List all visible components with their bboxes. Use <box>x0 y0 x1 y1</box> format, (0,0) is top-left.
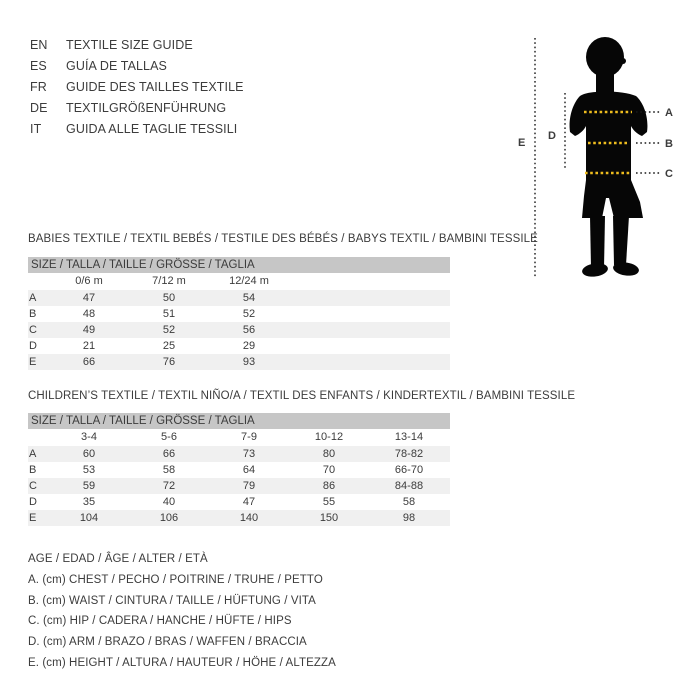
cell: 80 <box>322 448 336 460</box>
cell: 35 <box>82 496 96 508</box>
cell: 58 <box>162 464 176 476</box>
marker-label-d: D <box>548 130 556 142</box>
cell: 49 <box>82 324 96 336</box>
cell: 25 <box>162 340 176 352</box>
row-label: B <box>29 464 37 476</box>
column-header: 5-6 <box>161 431 177 443</box>
row-label: C <box>29 324 37 336</box>
header-spacer <box>28 429 49 446</box>
cell: 66 <box>162 448 176 460</box>
marker-label-e: E <box>518 137 526 149</box>
header-spacer <box>28 273 49 290</box>
column-header: 0/6 m <box>75 275 103 287</box>
silhouette-shorts <box>582 180 643 218</box>
cell: 47 <box>82 292 96 304</box>
language-code: FR <box>30 79 47 94</box>
babies-section-title: BABIES TEXTILE / TEXTIL BEBÉS / TESTILE DES BÉBÉS / BABYS TEXTIL / BAMBINI TESSILE <box>28 233 538 245</box>
cell: 60 <box>82 448 96 460</box>
legend-age-line: AGE / EDAD / ÂGE / ALTER / ETÀ <box>28 553 208 565</box>
cell: 78-82 <box>394 448 424 460</box>
language-row-fr <box>30 76 244 97</box>
cell: 79 <box>242 480 256 492</box>
cell: 54 <box>242 292 256 304</box>
legend-arm-line: D. (cm) ARM / BRAZO / BRAS / WAFFEN / BRACCIA <box>28 636 307 649</box>
silhouette-shirt <box>570 92 648 181</box>
language-row-en <box>30 34 244 55</box>
row-label: B <box>29 308 37 320</box>
cell: 56 <box>242 324 256 336</box>
silhouette-ear <box>620 58 626 64</box>
language-code: EN <box>30 37 48 52</box>
cell: 51 <box>162 308 176 320</box>
language-code: IT <box>30 121 42 136</box>
cell: 98 <box>402 512 416 524</box>
table-row-e <box>28 354 450 370</box>
column-header: 12/24 m <box>229 275 269 287</box>
table-row-d <box>28 338 450 354</box>
marker-label-a: A <box>665 107 673 119</box>
cell: 70 <box>322 464 336 476</box>
cell: 140 <box>239 512 259 524</box>
cell: 76 <box>162 356 176 368</box>
column-header: 3-4 <box>81 431 97 443</box>
silhouette-right-leg <box>613 216 629 265</box>
cell: 50 <box>162 292 176 304</box>
table-row-c <box>28 478 450 494</box>
column-header: 7/12 m <box>152 275 186 287</box>
guide-title-de: TEXTILGRÖßENFÜHRUNG <box>66 100 227 115</box>
babies-size-table <box>28 257 450 370</box>
cell: 40 <box>162 496 176 508</box>
legend-hip-line: C. (cm) HIP / CADERA / HANCHE / HÜFTE / HIPS <box>28 615 292 628</box>
cell: 66 <box>82 356 96 368</box>
language-code: DE <box>30 100 48 115</box>
cell: 48 <box>82 308 96 320</box>
column-header: 10-12 <box>314 431 344 443</box>
row-label: C <box>29 480 37 492</box>
table-row-b <box>28 306 450 322</box>
guide-title-es: GUÍA DE TALLAS <box>66 58 167 73</box>
babies-size-bar: SIZE / TALLA / TAILLE / GRÖSSE / TAGLIA <box>28 257 450 273</box>
cell: 93 <box>242 356 256 368</box>
column-header: 13-14 <box>394 431 424 443</box>
cell: 58 <box>402 496 416 508</box>
language-row-de <box>30 97 244 118</box>
row-label: E <box>29 356 37 368</box>
marker-label-c: C <box>665 168 673 180</box>
cell: 150 <box>319 512 339 524</box>
language-row-it <box>30 118 244 139</box>
cell: 47 <box>242 496 256 508</box>
table-row-c <box>28 322 450 338</box>
cell: 29 <box>242 340 256 352</box>
cell: 73 <box>242 448 256 460</box>
cell: 21 <box>82 340 96 352</box>
row-label: E <box>29 512 37 524</box>
children-section-title: CHILDREN’S TEXTILE / TEXTIL NIÑO/A / TEXTIL DES ENFANTS / KINDERTEXTIL / BAMBINI TESSILE <box>28 390 576 402</box>
cell: 106 <box>159 512 179 524</box>
babies-column-header-row <box>28 273 450 290</box>
cell: 52 <box>242 308 256 320</box>
cell: 53 <box>82 464 96 476</box>
guide-title-fr: GUIDE DES TAILLES TEXTILE <box>66 79 244 94</box>
row-label: A <box>29 292 37 304</box>
guide-title-en: TEXTILE SIZE GUIDE <box>66 37 193 52</box>
language-code: ES <box>30 58 47 73</box>
children-size-bar: SIZE / TALLA / TAILLE / GRÖSSE / TAGLIA <box>28 413 450 429</box>
cell: 72 <box>162 480 176 492</box>
legend-chest-line: A. (cm) CHEST / PECHO / POITRINE / TRUHE / PETTO <box>28 573 323 586</box>
children-size-table <box>28 413 450 526</box>
cell: 66-70 <box>394 464 424 476</box>
silhouette-left-shoe <box>581 262 609 278</box>
table-row-d <box>28 494 450 510</box>
table-row-b <box>28 462 450 478</box>
cell: 64 <box>242 464 256 476</box>
language-row-es <box>30 55 244 76</box>
legend-height-line: E. (cm) HEIGHT / ALTURA / HAUTEUR / HÖHE / ALTEZZA <box>28 656 336 669</box>
measurement-legend <box>28 549 336 674</box>
cell: 52 <box>162 324 176 336</box>
column-header: 7-9 <box>241 431 257 443</box>
legend-waist-line: B. (cm) WAIST / CINTURA / TAILLE / HÜFTUNG / VITA <box>28 594 316 607</box>
row-label: D <box>29 340 37 352</box>
table-row-a <box>28 446 450 462</box>
cell: 84-88 <box>394 480 424 492</box>
silhouette-neck <box>596 68 614 94</box>
guide-title-it: GUIDA ALLE TAGLIE TESSILI <box>66 121 238 136</box>
children-column-header-row <box>28 429 450 446</box>
cell: 104 <box>79 512 99 524</box>
child-silhouette <box>570 37 648 278</box>
language-title-list <box>30 34 244 139</box>
table-row-a <box>28 290 450 306</box>
cell: 86 <box>322 480 336 492</box>
marker-label-b: B <box>665 138 673 150</box>
row-label: A <box>29 448 37 460</box>
silhouette-left-leg <box>590 216 605 268</box>
table-row-e <box>28 510 450 526</box>
cell: 59 <box>82 480 96 492</box>
row-label: D <box>29 496 37 508</box>
cell: 55 <box>322 496 336 508</box>
